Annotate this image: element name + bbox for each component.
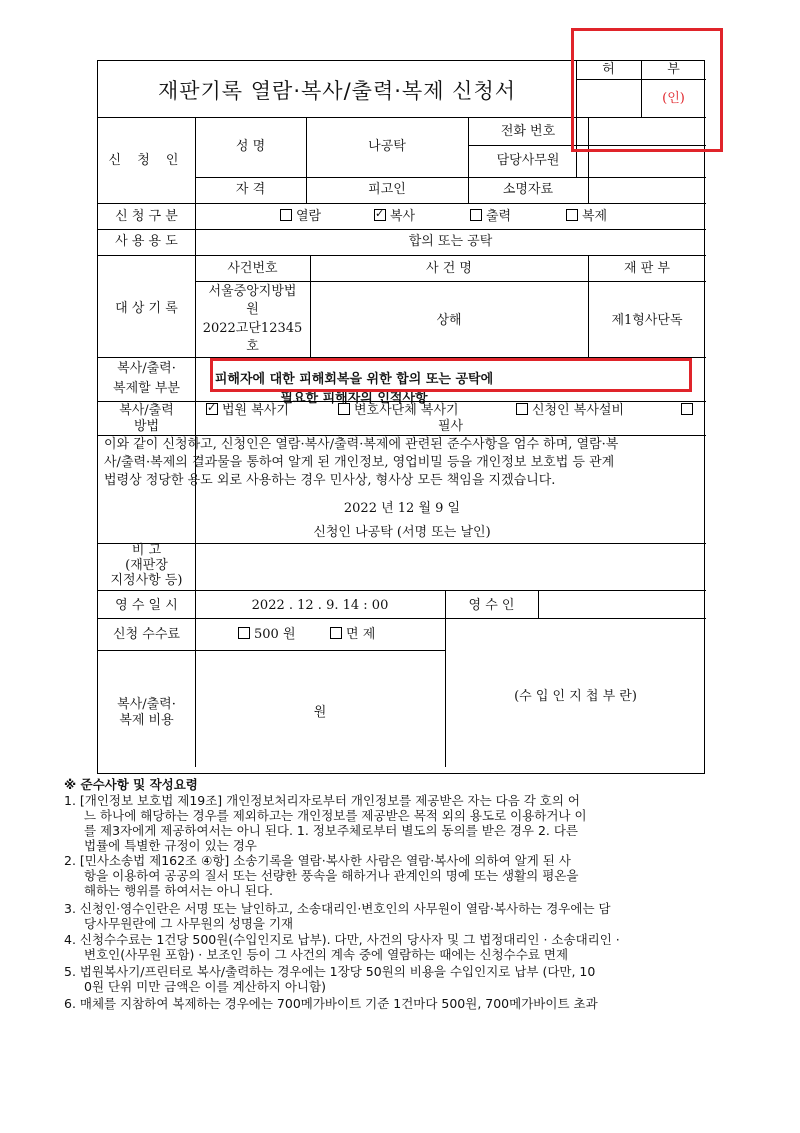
application-form (97, 60, 705, 774)
case-number-line-1[interactable]: 서울중앙지방법 (208, 284, 297, 299)
case-number-header: 사건번호 (227, 261, 278, 276)
copy-method-court-copier[interactable]: ✓법원 복사기 (206, 403, 289, 419)
cost-label-2: 복제 비용 (119, 713, 174, 728)
case-number-line-2[interactable]: 원 (246, 302, 259, 317)
note-line: 5. 법원복사기/프린터로 복사/출력하는 경우에는 1장당 50원의 비용을 수입인지로 납부 (다만, 10 (64, 964, 596, 979)
note-line: 변호인(사무원 포함) · 보조인 등이 그 사건의 계속 중에 열람하는 때에는 신청수수료 면제 (84, 947, 569, 962)
copy-method-transcribe-label: 필사 (437, 419, 464, 434)
court-division-value[interactable]: 제1형사단독 (611, 313, 683, 328)
request-type-label: 신 청 구 분 (115, 209, 178, 224)
fee-exempt-option[interactable]: 면 제 (330, 627, 375, 643)
name-value[interactable]: 나공탁 (368, 139, 406, 154)
permit-label: 허 (602, 62, 615, 77)
note-line: 법률에 특별한 규정이 있는 경우 (84, 838, 257, 853)
declaration-date[interactable]: 2022 년 12 월 9 일 (343, 501, 461, 516)
note-line: 당사무원란에 그 사무원의 성명을 기재 (84, 916, 294, 931)
revenue-stamp-area: (수 입 인 지 첩 부 란) (514, 689, 637, 704)
usage-label: 사 용 용 도 (115, 234, 178, 249)
seal-mark: (인) (662, 91, 685, 106)
declaration-line-2: 사/출력·복제의 결과물을 통하여 알게 된 개인정보, 영업비밀 등을 개인정보 보호법 등 관계 (104, 455, 615, 470)
note-line: 0원 단위 미만 금액은 이를 계산하지 아니함) (84, 979, 326, 994)
note-line: 1. [개인정보 보호법 제19조] 개인정보처리자로부터 개인정보를 제공받은 자는 다음 각 호의 어 (64, 793, 580, 808)
copy-method-label-2: 방법 (133, 419, 160, 434)
copy-part-value[interactable]: 피해자에 대한 피해회복을 위한 합의 또는 공탁에 필요한 피해자의 인적사항 (214, 372, 494, 406)
copy-part-label-2: 복제할 부분 (113, 381, 180, 396)
remarks-label-1: 비 고 (131, 543, 162, 558)
request-type-view[interactable]: 열람 (280, 209, 321, 225)
copy-method-transcribe-checkbox[interactable] (681, 403, 697, 419)
case-name-value[interactable]: 상해 (436, 313, 462, 328)
form-title: 재판기록 열람·복사/출력·복제 신청서 (157, 79, 517, 103)
applicant-label: 신 청 인 (108, 153, 185, 168)
copy-part-highlight-box (210, 358, 692, 392)
notes-title: ※ 준수사항 및 작성요령 (64, 777, 198, 792)
declaration-line-3: 법령상 정당한 용도 외로 사용하는 경우 민사상, 형사상 모든 책임을 지겠습니다. (104, 473, 556, 488)
name-label: 성 명 (235, 139, 266, 154)
approval-highlight-box (571, 28, 723, 152)
phone-label: 전화 번호 (500, 124, 556, 139)
remarks-label-3: 지정사항 등) (110, 573, 183, 588)
note-line: 해하는 행위를 하여서는 아니 된다. (84, 883, 273, 898)
declaration-line-1: 이와 같이 신청하고, 신청인은 열람·복사/출력·복제에 관련된 준수사항을 엄수 하며, 열람·복 (104, 437, 619, 452)
declaration-signature[interactable]: 신청인 나공탁 (서명 또는 날인) (313, 525, 491, 540)
copy-method-own-equipment[interactable]: 신청인 복사설비 (516, 403, 624, 419)
receipt-date-label: 영 수 일 시 (115, 598, 178, 613)
copy-method-label-1: 복사/출력 (119, 403, 174, 418)
receiver-label: 영 수 인 (468, 598, 515, 613)
qualification-label: 자 격 (235, 182, 266, 197)
fee-500-option[interactable]: 500 원 (238, 627, 296, 643)
cost-label-1: 복사/출력· (117, 697, 176, 712)
deny-label: 부 (667, 62, 680, 77)
qualification-value[interactable]: 피고인 (368, 182, 406, 197)
cost-unit[interactable]: 원 (313, 705, 327, 720)
supporting-docs-label: 소명자료 (502, 182, 554, 197)
usage-value[interactable]: 합의 또는 공탁 (408, 234, 493, 249)
request-type-print[interactable]: 출력 (470, 209, 511, 225)
note-line: 를 제3자에게 제공하여서는 아니 된다. 1. 정보주체로부터 별도의 동의를 받은 경우 2. 다른 (84, 823, 579, 838)
office-clerk-label: 담당사무원 (496, 153, 560, 168)
case-number-line-4[interactable]: 호 (246, 339, 259, 354)
remarks-label-2: (재판장 (125, 558, 168, 573)
target-records-label: 대 상 기 록 (115, 301, 178, 316)
request-type-duplicate[interactable]: 복제 (566, 209, 607, 225)
note-line: 6. 매체를 지참하여 복제하는 경우에는 700메가바이트 기준 1건마다 500원, 700메가바이트 초과 (64, 996, 598, 1011)
receipt-date-value[interactable]: 2022 . 12 . 9. 14 : 00 (251, 598, 389, 613)
note-line: 3. 신청인·영수인란은 서명 또는 날인하고, 소송대리인·변호인의 사무원이 열람·복사하는 경우에는 담 (64, 901, 611, 916)
case-number-line-3[interactable]: 2022고단12345 (202, 321, 303, 336)
fee-label: 신청 수수료 (113, 627, 180, 642)
note-line: 항을 이용하여 공공의 질서 또는 선량한 풍속을 해하거나 관계인의 명예 또는 생활의 평온을 (84, 868, 579, 883)
case-name-header: 사 건 명 (426, 261, 472, 276)
note-line: 느 하나에 해당하는 경우를 제외하고는 개인정보를 제공받은 목적 외의 용도로 이용하거나 이 (84, 808, 587, 823)
request-type-copy[interactable]: ✓ 복사 (374, 209, 415, 225)
note-line: 2. [민사소송법 제162조 ④항] 소송기록을 열람·복사한 사람은 열람·복사에 의하여 알게 된 사 (64, 853, 571, 868)
copy-method-bar-copier[interactable]: 변호사단체 복사기 (338, 403, 459, 419)
copy-part-label-1: 복사/출력· (117, 361, 176, 376)
court-division-header: 재 판 부 (624, 261, 670, 276)
note-line: 4. 신청수수료는 1건당 500원(수입인지로 납부). 다만, 사건의 당사자 및 그 법정대리인 · 소송대리인 · (64, 932, 620, 947)
